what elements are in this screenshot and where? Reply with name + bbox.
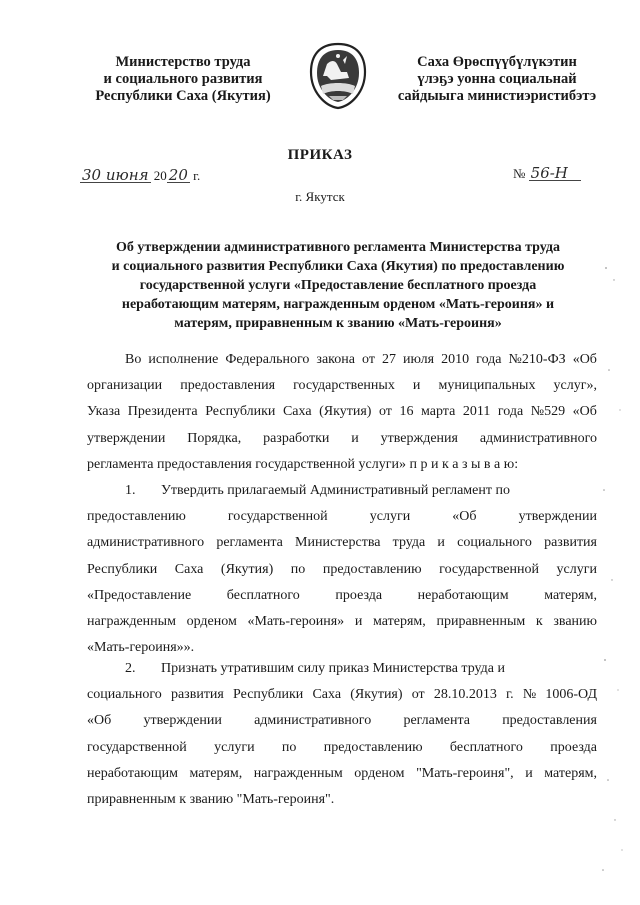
header-left-line: Министерство труда: [115, 54, 251, 70]
text-line: государственной услуги по предоставлению бесплатного проезда: [87, 739, 597, 755]
scan-noise-marks: [600, 260, 636, 880]
text-line: организации предоставления государственных и муниципальных услуг»,: [87, 378, 597, 394]
text-line: награжденным орденом «Мать-героиня» и матерям, приравненным к званию: [87, 613, 597, 629]
item-number: 1.: [125, 483, 136, 498]
text-line: административного регламента Министерства труда и социального развития: [87, 535, 597, 551]
text-line: регламента предоставления государственной услуги» п р и к а з ы в а ю:: [87, 456, 519, 472]
title-line: государственной услуги «Предоставление бесплатного проезда: [139, 278, 537, 293]
item-first-text: Утвердить прилагаемый Административный регламент по: [161, 483, 510, 498]
item-first-text: Признать утратившим силу приказ Министерства труда и: [161, 661, 505, 676]
text-line: «Мать-героиня»».: [87, 640, 195, 656]
text-line: неработающим матерям, награжденным орденом "Мать-героиня", и матерям,: [87, 765, 597, 781]
header-left-line: Республики Саха (Якутия): [95, 88, 271, 104]
number-value: 56-Н: [529, 167, 581, 181]
text-line: [87, 656, 597, 682]
text-line: «Предоставление бесплатного проезда неработающим матерям,: [87, 587, 597, 603]
ministry-name-russian: [74, 54, 292, 105]
document-type-heading: ПРИКАЗ: [287, 147, 353, 163]
text-line: Во исполнение Федерального закона от 27 июля 2010 года №210-ФЗ «Об: [125, 352, 597, 367]
order-number: [513, 166, 581, 182]
coat-of-arms-icon: [307, 42, 369, 110]
paragraph-preamble: [87, 347, 597, 478]
ministry-name-yakut: [384, 54, 610, 105]
paragraph-item-2: [87, 656, 597, 813]
date-century: 20: [153, 168, 167, 183]
header-right-line: Саха Өрөспүүбүлүкэтин: [417, 54, 577, 70]
text-line: [87, 478, 597, 504]
city: г. Якутск: [295, 189, 345, 204]
paragraph-item-1: [87, 478, 597, 661]
text-line: социального развития Республики Саха (Якутия) от 28.10.2013 г. № 1006-ОД: [87, 687, 597, 703]
text-line: приравненным к званию "Мать-героиня".: [87, 791, 335, 807]
date-year: 20: [168, 166, 188, 184]
text-line: «Об утверждении административного регламента предоставления: [87, 713, 597, 729]
text-line: Указа Президента Республики Саха (Якутия) от 16 марта 2011 года №529 «Об: [87, 404, 597, 420]
text-line: предоставлению государственной услуги «Об утверждении: [87, 509, 597, 525]
title-line: неработающим матерям, награжденным орденом «Мать-героиня» и: [121, 297, 555, 312]
item-number: 2.: [125, 661, 136, 676]
text-line: Республики Саха (Якутия) по предоставлению государственной услуги: [87, 561, 597, 577]
header-left-line: и социального развития: [103, 71, 263, 87]
text-line: утверждении Порядка, разработки и утверждения административного: [87, 430, 597, 446]
date-day-month: 30 июня: [82, 166, 149, 184]
header-right-line: сайдыыга министиэристибэтэ: [397, 88, 597, 104]
number-prefix: №: [513, 166, 526, 181]
title-line: Об утверждении административного регламента Министерства труда: [116, 240, 560, 255]
order-date: [80, 168, 200, 184]
order-title: [82, 238, 594, 333]
title-line: и социального развития Республики Саха (Якутия) по предоставлению: [111, 259, 565, 274]
title-line: матерям, приравненным к званию «Мать-героиня»: [174, 316, 502, 331]
date-suffix: г.: [193, 168, 201, 183]
header-right-line: үлэҕэ уонна социальнай: [417, 71, 577, 87]
